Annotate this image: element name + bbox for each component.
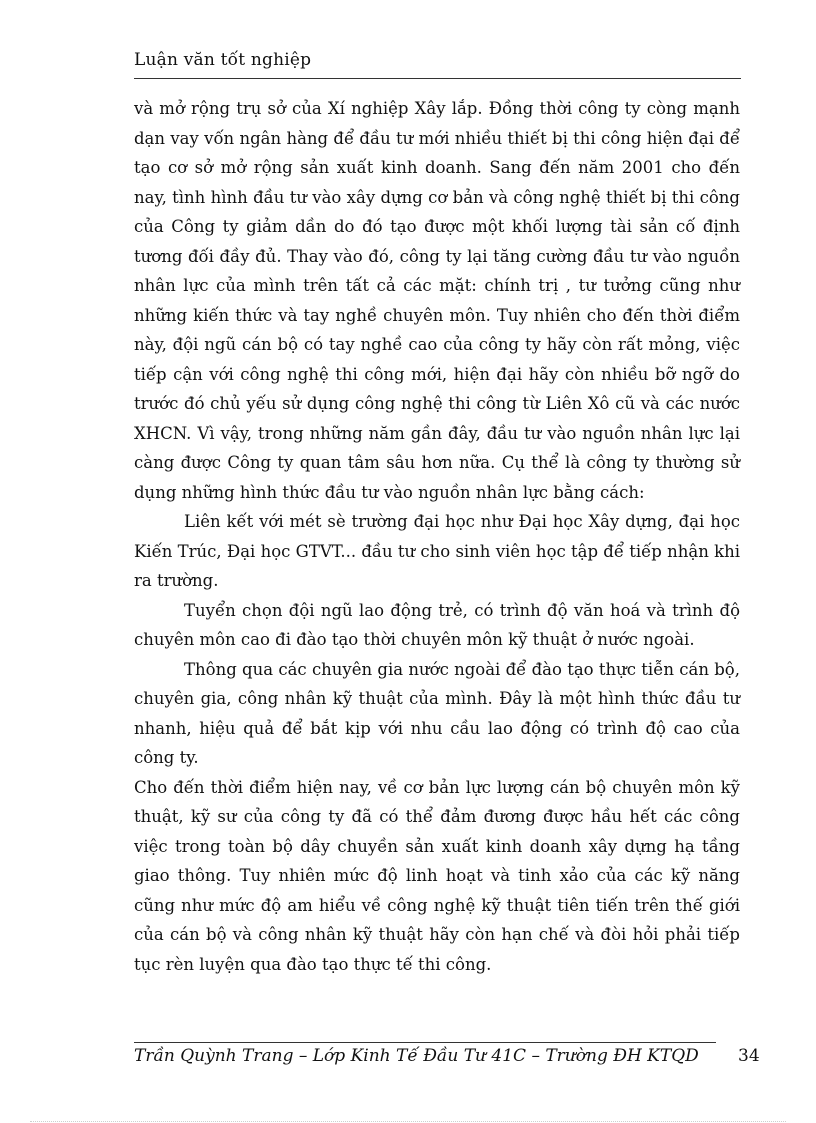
header-title: Luận văn tốt nghiệp <box>134 50 312 70</box>
document-body <box>134 94 740 979</box>
page-bottom-border <box>30 1121 786 1122</box>
footer-author-line: Trần Quỳnh Trang – Lớp Kinh Tế Đầu Tư 41C – Trường ĐH KTQD <box>134 1046 699 1066</box>
footer-divider <box>134 1042 716 1043</box>
header-divider <box>134 78 741 79</box>
paragraph: và mở rộng trụ sở của Xí nghiệp Xây lắp. Đồng thời công ty còng mạnh dạn vay vốn ngân hàng để đầu tư mới nhiều thiết bị thi công hiện đại để tạo cơ sở mở rộng sản xuất kinh doanh. Sang đến năm 2001 cho đến nay, tình hình đầu tư vào xây dựng cơ bản và công nghệ thiết bị thi công của Công ty giảm dần do đó tạo được một khối lượng tài sản cố định tương đối đầy đủ. Thay vào đó, công ty lại tăng cường đầu tư vào nguồn nhân lực của mình trên tất cả các mặt: chính trị , tư tưởng cũng như những kiến thức và tay nghề chuyên môn. Tuy nhiên cho đến thời điểm này, đội ngũ cán bộ có tay nghề cao của công ty hãy còn rất mỏng, việc tiếp cận với công nghệ thi công mới, hiện đại hãy còn nhiều bỡ ngỡ do trước đó chủ yếu sử dụng công nghệ thi công từ Liên Xô cũ và các nước XHCN. Vì vậy, trong những năm gần đây, đầu tư vào nguồn nhân lực lại càng được Công ty quan tâm sâu hơn nữa. Cụ thể là công ty thường sử dụng những hình thức đầu tư vào nguồn nhân lực bằng cách: <box>134 99 740 502</box>
page-number: 34 <box>738 1046 760 1066</box>
paragraph: Thông qua các chuyên gia nước ngoài để đào tạo thực tiễn cán bộ, chuyên gia, công nhân kỹ thuật của mình. Đây là một hình thức đầu tư nhanh, hiệu quả để bắt kịp với nhu cầu lao động có trình độ cao của công ty. <box>134 659 740 767</box>
paragraph: Cho đến thời điểm hiện nay, về cơ bản lực lượng cán bộ chuyên môn kỹ thuật, kỹ sư của công ty đã có thể đảm đương được hầu hết các công việc trong toàn bộ dây chuyền sản xuất kinh doanh xây dựng hạ tầng giao thông. Tuy nhiên mức độ linh hoạt và tinh xảo của các kỹ năng cũng như mức độ am hiểu về công nghệ kỹ thuật tiên tiến trên thế giới của cán bộ và công nhân kỹ thuật hãy còn hạn chế và đòi hỏi phải tiếp tục rèn luyện qua đào tạo thực tế thi công. <box>134 777 740 974</box>
paragraph: Liên kết với mét sè trường đại học như Đại học Xây dựng, đại học Kiến Trúc, Đại học GTVT... đầu tư cho sinh viên học tập để tiếp nhận khi ra trường. <box>134 512 740 590</box>
paragraph: Tuyển chọn đội ngũ lao động trẻ, có trình độ văn hoá và trình độ chuyên môn cao đi đào tạo thời chuyên môn kỹ thuật ở nước ngoài. <box>134 600 740 649</box>
